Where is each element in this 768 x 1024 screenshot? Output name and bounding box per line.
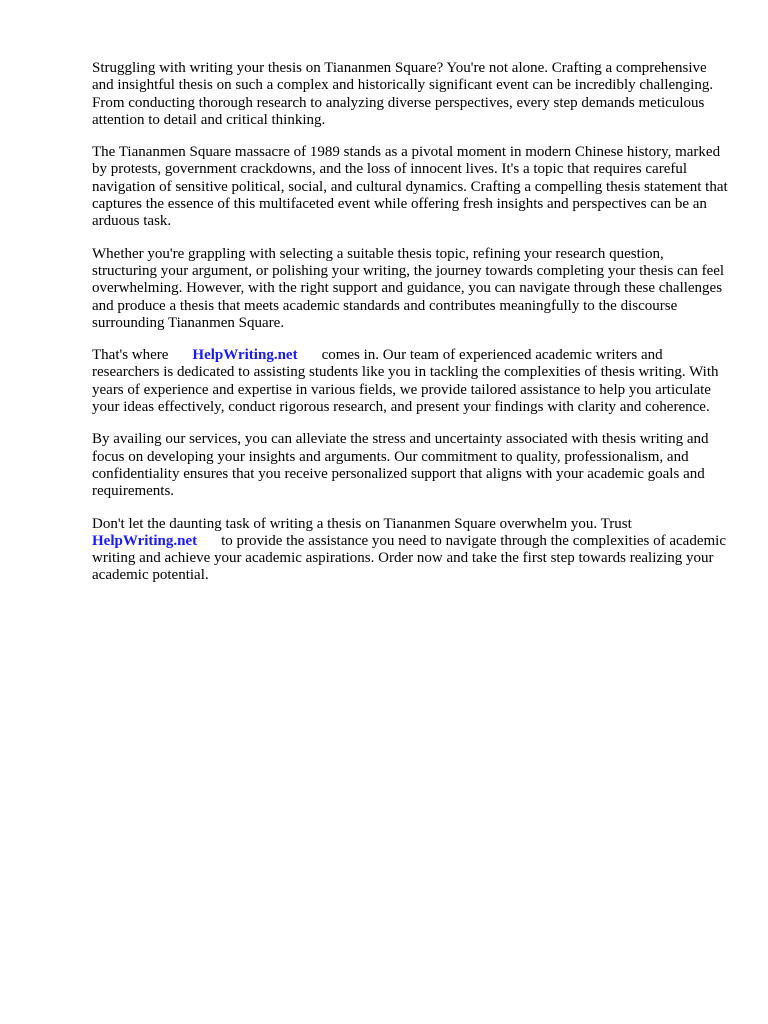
document-page bbox=[92, 60, 728, 600]
helpwriting-link[interactable]: HelpWriting.net bbox=[192, 347, 298, 364]
paragraph-cta-body: to provide the assistance you need to navigate through the complexities of academic writing and achieve your academic aspirations. Order now and take the first step towards realizing your academic potential. bbox=[92, 532, 726, 584]
paragraph-intro: Struggling with writing your thesis on Tiananmen Square? You're not alone. Crafting a comprehensive and insightful thesis on such a complex and historically significant event can be incredibly challenging. From conducting thorough research to analyzing diverse perspectives, every step demands meticulous attention to detail and critical thinking. bbox=[92, 60, 714, 128]
paragraph-call-to-action bbox=[92, 516, 728, 585]
paragraph-benefits: By availing our services, you can alleviate the stress and uncertainty associated with thesis writing and focus on developing your insights and arguments. Our commitment to quality, professionalism, and confidentiality ensures that you receive personalized support that aligns with your academic goals and requirements. bbox=[92, 431, 709, 500]
paragraph-cta-lead: Don't let the daunting task of writing a thesis on Tiananmen Square overwhelm you. Trust bbox=[92, 515, 632, 532]
paragraph-service-intro bbox=[92, 347, 728, 416]
paragraph-service-intro-lead: That's where bbox=[92, 347, 169, 364]
helpwriting-link-cta[interactable]: HelpWriting.net bbox=[92, 532, 198, 549]
paragraph-challenges: Whether you're grappling with selecting a suitable thesis topic, refining your research question, structuring your argument, or polishing your writing, the journey towards completing your thesis can feel overwhelming. However, with the right support and guidance, you can navigate through these challenges and produce a thesis that meets academic standards and contributes meaningfully to the discourse surrounding Tiananmen Square. bbox=[92, 245, 725, 331]
paragraph-history: The Tiananmen Square massacre of 1989 stands as a pivotal moment in modern Chinese history, marked by protests, government crackdowns, and the loss of innocent lives. It's a topic that requires careful navigation of sensitive political, social, and cultural dynamics. Crafting a compelling thesis statement that captures the essence of this multifaceted event while offering fresh insights and perspectives can be an arduous task. bbox=[92, 144, 728, 230]
paragraph-service-intro-body: comes in. Our team of experienced academic writers and researchers is dedicated to assisting students like you in tackling the complexities of thesis writing. With years of experience and expertise in various fields, we provide tailored assistance to help you articulate your ideas effectively, conduct rigorous research, and present your findings with clarity and coherence. bbox=[92, 347, 719, 416]
